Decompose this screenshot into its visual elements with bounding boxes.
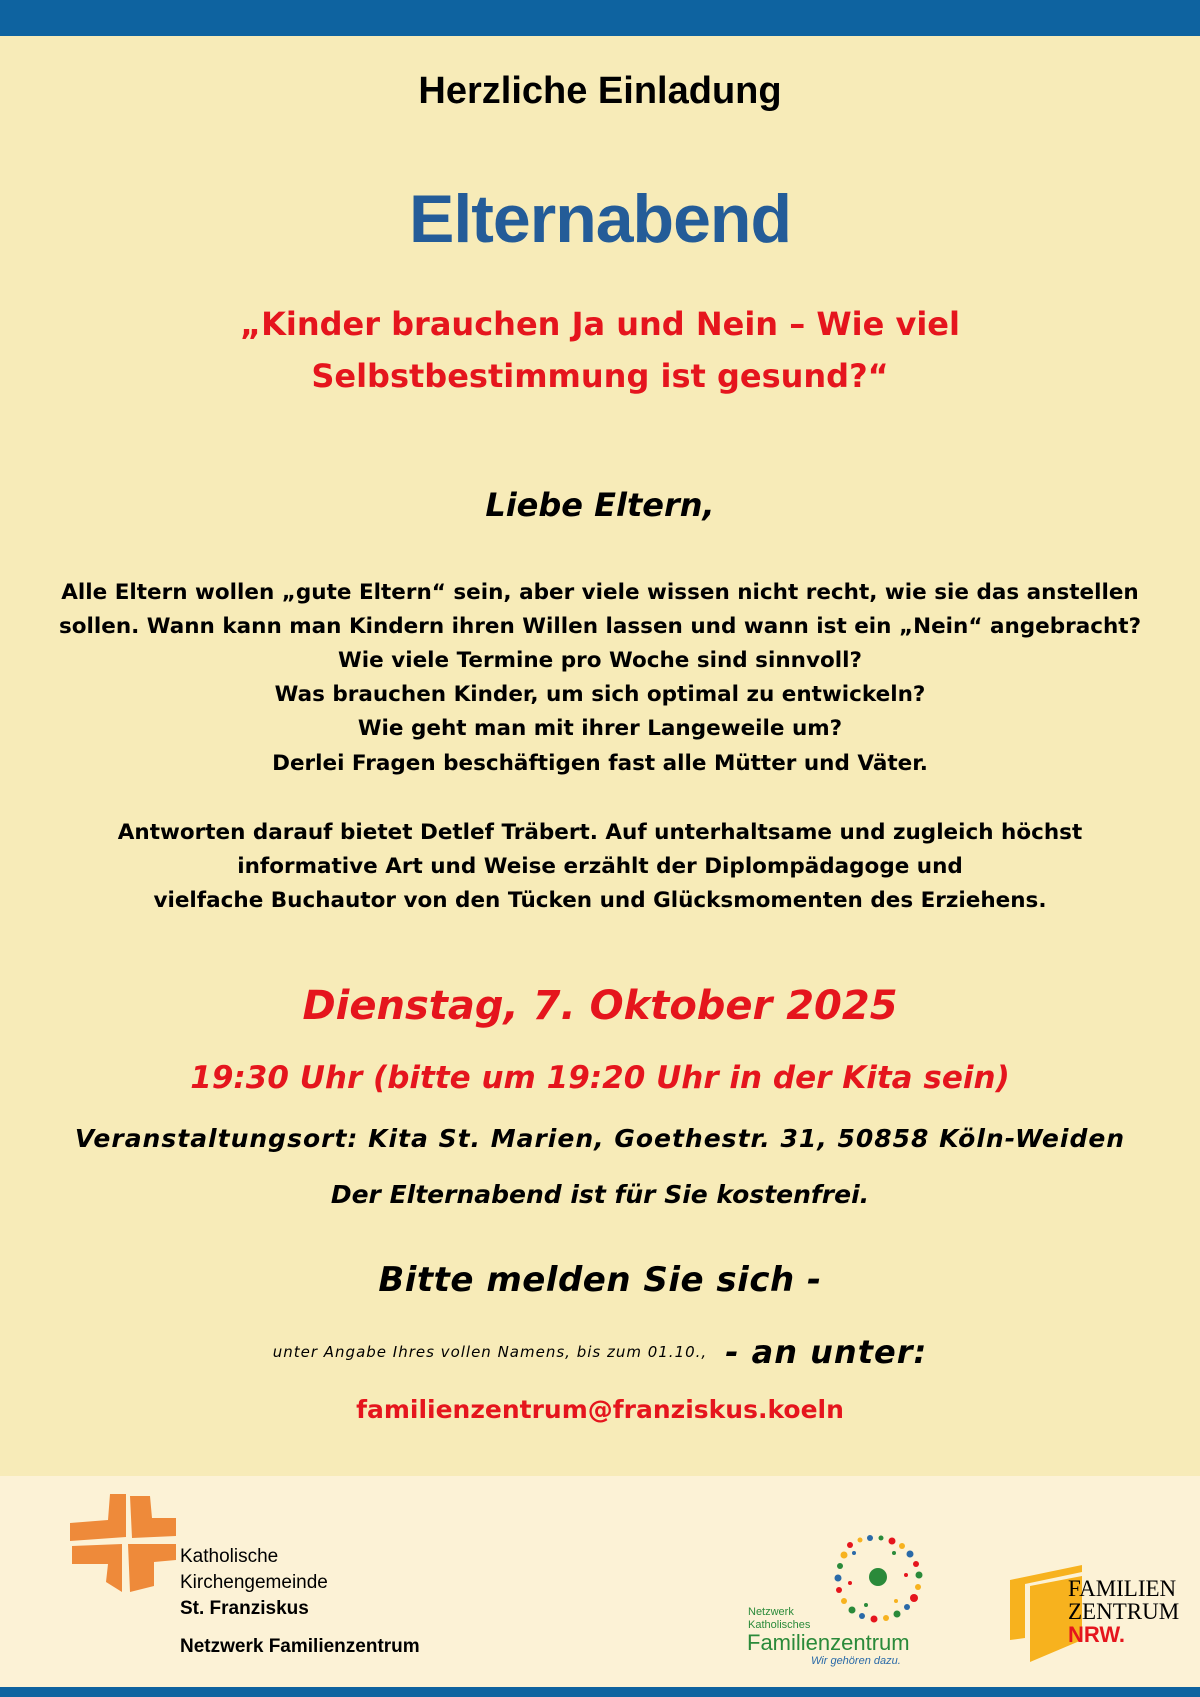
nrw-logo-line-2: ZENTRUM [1068, 1599, 1180, 1624]
speaker-line: vielfache Buchautor von den Tücken und Glücksmomenten des Erziehens. [153, 888, 1047, 913]
kfz-line-2: Katholisches [748, 1619, 811, 1631]
intro-line: Wie viele Termine pro Woche sind sinnvoll? [338, 648, 862, 673]
parish-line-2: Kirchengemeinde [180, 1572, 328, 1593]
event-cost: Der Elternabend ist für Sie kostenfrei. [330, 1180, 870, 1209]
intro-line: sollen. Wann kann man Kindern ihren Willen lassen und wann ist ein „Nein“ angebracht? [58, 614, 1142, 639]
kfz-logo-tagline: Wir gehören dazu. [811, 1655, 901, 1667]
top-color-bar [0, 0, 1200, 36]
speaker-line: informative Art und Weise erzählt der Diplompädagoge und [237, 854, 963, 879]
nrw-logo-line-1: FAMILIEN [1068, 1576, 1177, 1601]
intro-line: Wie geht man mit ihrer Langeweile um? [357, 716, 843, 741]
registration-email-link[interactable]: familienzentrum@franziskus.koeln [356, 1395, 844, 1424]
kfz-logo-name: Familienzentrum [747, 1630, 910, 1655]
registration-heading: Bitte melden Sie sich - [378, 1260, 822, 1300]
greeting: Liebe Eltern, [485, 486, 715, 524]
parish-cross-logo [70, 1494, 180, 1594]
registration-note [0, 1333, 1200, 1371]
registration-big-note: - an unter: [725, 1333, 928, 1371]
kfz-logo-label [748, 1606, 810, 1632]
nrw-logo-nrw: NRW. [1068, 1622, 1126, 1647]
speaker-line: Antworten darauf bietet Detlef Träbert. Auf unterhaltsame und zugleich höchst [117, 820, 1083, 845]
event-venue: Veranstaltungsort: Kita St. Marien, Goethestr. 31, 50858 Köln-Weiden [74, 1124, 1126, 1153]
familienzentrum-nrw-logo [1010, 1530, 1190, 1670]
intro-line: Derlei Fragen beschäftigen fast alle Mütter und Väter. [272, 751, 928, 776]
parish-network-label: Netzwerk Familienzentrum [180, 1636, 420, 1657]
intro-line: Was brauchen Kinder, um sich optimal zu entwickeln? [274, 682, 926, 707]
parish-line-3: St. Franziskus [180, 1598, 309, 1619]
invitation-heading: Herzliche Einladung [418, 70, 782, 112]
subtitle-line-2: Selbstbestimmung ist gesund?“ [311, 357, 889, 395]
parish-name [180, 1544, 328, 1622]
page-title: Elternabend [409, 181, 791, 257]
registration-small-note: unter Angabe Ihres vollen Namens, bis zum 01.10., [272, 1343, 708, 1361]
subtitle-line-1: „Kinder brauchen Ja und Nein – Wie viel [240, 305, 960, 343]
parish-line-1: Katholische [180, 1546, 279, 1567]
bottom-color-bar [0, 1687, 1200, 1697]
intro-line: Alle Eltern wollen „gute Eltern“ sein, aber viele wissen nicht recht, wie sie das anstellen [61, 580, 1139, 605]
kfz-line-1: Netzwerk [748, 1606, 794, 1618]
event-time: 19:30 Uhr (bitte um 19:20 Uhr in der Kita sein) [190, 1060, 1010, 1096]
event-date: Dienstag, 7. Oktober 2025 [302, 983, 898, 1029]
